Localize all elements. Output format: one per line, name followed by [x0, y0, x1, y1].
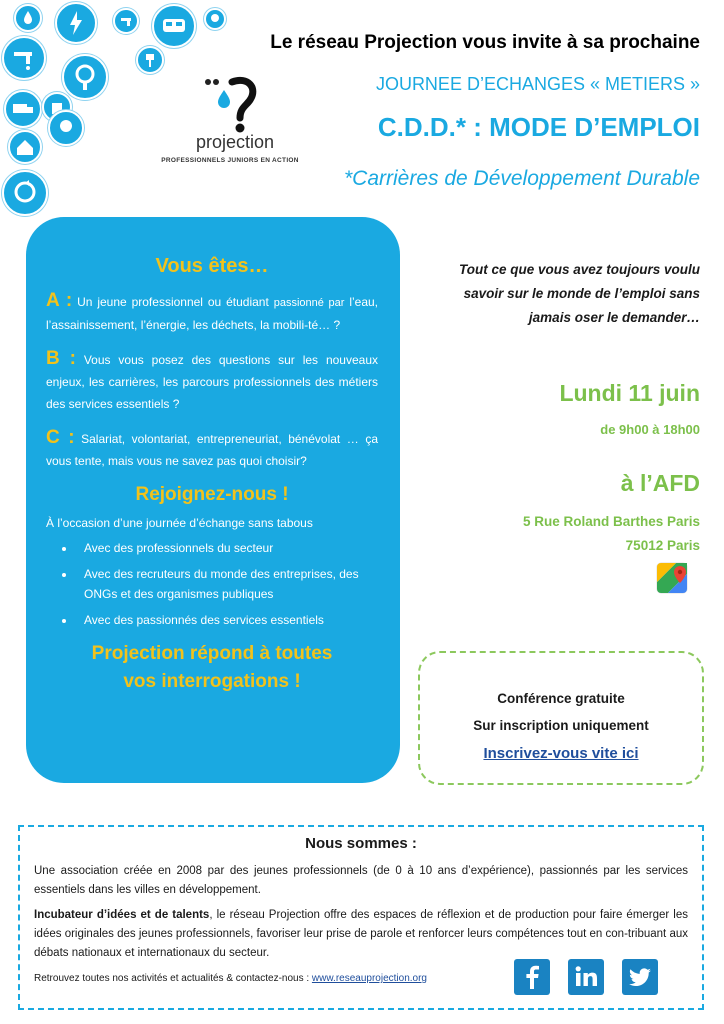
option-a-rest: l’eau, l’assainissement, l’énergie, les déchets, la mobili-té… ?	[46, 295, 378, 332]
headline-footnote: *Carrières de Développement Durable	[343, 167, 700, 190]
intro-line-1: Tout ce que vous avez toujours voulu	[458, 262, 700, 277]
tower-icon	[136, 46, 164, 74]
event-address	[523, 510, 700, 558]
event-venue: à l’AFD	[620, 470, 700, 496]
sector-icons-cluster	[0, 0, 200, 220]
footer-text: Retrouvez toutes nos activités et actualités & contactez-nous :	[34, 973, 312, 984]
closing-line-2: vos interrogations !	[123, 671, 301, 692]
registration-box	[418, 651, 704, 785]
google-maps-icon[interactable]	[656, 562, 688, 594]
list-item: • Avec des passionnés des services essentiels	[76, 610, 378, 630]
website-link[interactable]: www.reseauprojection.org	[311, 973, 427, 984]
linkedin-icon[interactable]	[568, 959, 604, 995]
list-item: • Avec des recruteurs du monde des entreprises, des ONGs et des organismes publiques	[76, 564, 378, 604]
address-line-2: 75012 Paris	[625, 538, 700, 553]
logo-wordmark: projection	[195, 132, 275, 152]
intro-text	[410, 258, 700, 330]
panel-title: Vous êtes…	[155, 255, 269, 277]
about-paragraph-1: Une association créée en 2008 par des jeunes professionnels (de 0 à 10 ans d’expérience), passionnés par les services essentiels dans les villes en développement.	[34, 865, 688, 896]
tap-icon	[113, 8, 139, 34]
option-b	[46, 348, 378, 415]
about-paragraph-2	[34, 906, 688, 963]
event-type: JOURNEE D’ECHANGES « METIERS »	[375, 74, 700, 94]
water-drop-icon	[14, 4, 42, 32]
mobility-icon	[48, 110, 84, 146]
address-line-1: 5 Rue Roland Barthes Paris	[522, 514, 700, 529]
invite-heading: Le réseau Projection vous invite à sa prochaine	[270, 32, 700, 53]
facebook-icon[interactable]	[514, 959, 550, 995]
list-item: • Avec des professionnels du secteur	[76, 538, 378, 558]
intro-line-2: savoir sur le monde de l’emploi sans	[463, 286, 700, 301]
option-c	[46, 427, 378, 472]
about-box	[18, 825, 704, 1010]
bulb-icon	[204, 8, 226, 30]
occasion-text: À l’occasion d’une journée d’échange sans tabous	[46, 516, 313, 530]
about-title: Nous sommes :	[305, 835, 417, 852]
intro-line-3: jamais oser le demander…	[528, 310, 700, 325]
twitter-icon[interactable]	[622, 959, 658, 995]
register-link[interactable]: Inscrivez-vous vite ici	[483, 745, 639, 762]
option-b-letter: B :	[46, 348, 76, 369]
event-headline: C.D.D.* : MODE D’EMPLOI	[377, 112, 700, 142]
house-icon	[8, 130, 42, 164]
energy-icon	[55, 2, 97, 44]
registration-condition: Sur inscription uniquement	[473, 718, 649, 733]
option-a-text: Un jeune professionnel ou étudiant	[77, 295, 269, 309]
option-b-text: Vous vous posez des questions sur les nouveaux enjeux, les carrières, les parcours professionnels des métiers des services essentiels ?	[46, 353, 379, 411]
truck-icon	[4, 90, 42, 128]
about-p2-rest: , le réseau Projection offre des espaces de réflexion et de production pour faire émerger les idées originales des jeunes professionnels, favoriser leur prise de parole et renforcer leurs compétences tout en con-tribuant aux débats nationaux et internationaux du secteur.	[34, 909, 689, 959]
option-a-small: passionné par	[273, 297, 345, 309]
closing-message	[46, 640, 378, 696]
about-p2-bold: Incubateur d’idées et de talents	[34, 909, 210, 921]
logo-tagline: PROFESSIONNELS JUNIORS EN ACTION	[161, 157, 299, 164]
train-icon	[152, 4, 196, 48]
option-a	[46, 290, 378, 336]
benefits-list	[46, 538, 378, 630]
option-c-text: Salariat, volontariat, entrepreneuriat, bénévolat … ça vous tente, mais vous ne savez pas quoi choisir?	[46, 432, 379, 468]
tap-water-access-icon	[2, 36, 46, 80]
event-hours: de 9h00 à 18h00	[600, 422, 700, 437]
recycle-icon	[2, 170, 48, 216]
closing-line-1: Projection répond à toutes	[91, 643, 333, 664]
join-heading: Rejoignez-nous !	[135, 484, 289, 505]
event-date: Lundi 11 juin	[559, 380, 700, 406]
option-c-letter: C :	[46, 427, 75, 448]
audience-panel	[26, 217, 400, 783]
option-a-letter: A :	[46, 290, 73, 311]
free-conference: Conférence gratuite	[497, 691, 625, 706]
